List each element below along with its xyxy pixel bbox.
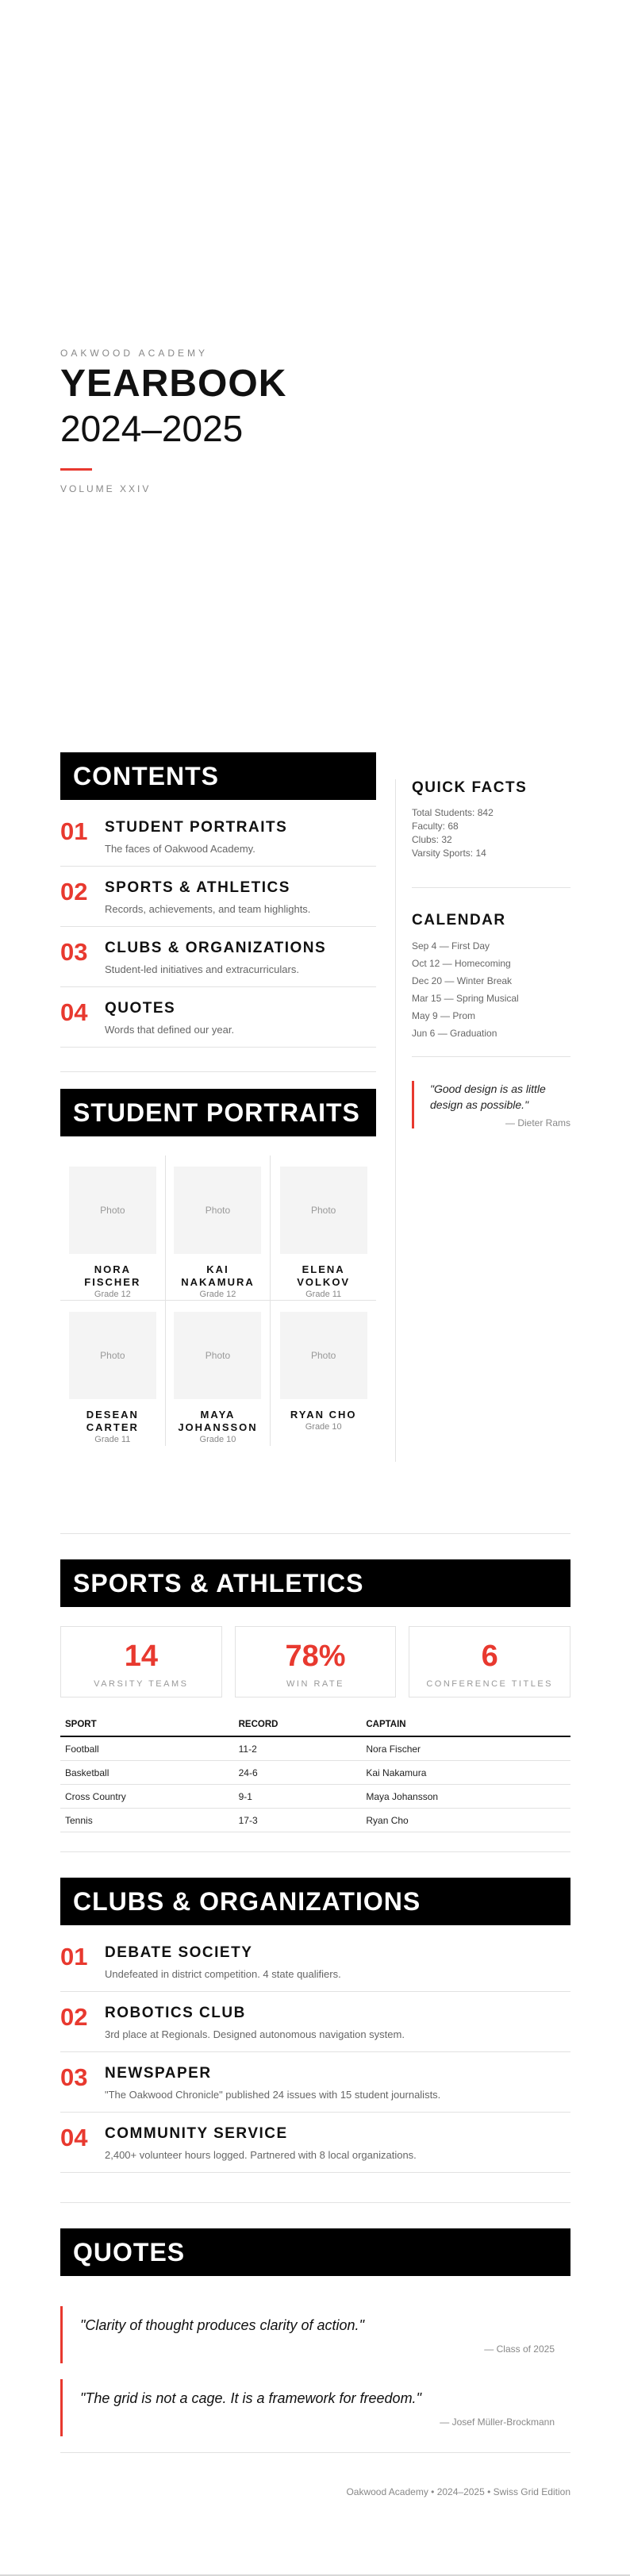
student-grade: Grade 11 bbox=[305, 1290, 342, 1299]
divider bbox=[412, 887, 570, 888]
club-title: DEBATE SOCIETY bbox=[105, 1944, 253, 1961]
clubs-heading: CLUBS & ORGANIZATIONS bbox=[60, 1878, 570, 1925]
contents-title: STUDENT PORTRAITS bbox=[105, 819, 288, 836]
stat-label: CONFERENCE TITLES bbox=[426, 1679, 553, 1689]
club-item bbox=[60, 1932, 570, 1992]
contents-list bbox=[60, 806, 376, 1048]
portrait-card[interactable] bbox=[166, 1155, 271, 1301]
contents-item[interactable] bbox=[60, 927, 376, 987]
table-cell: 9-1 bbox=[234, 1785, 362, 1809]
column-header: CAPTAIN bbox=[361, 1713, 570, 1736]
calendar-item: Sep 4 — First Day bbox=[412, 940, 490, 952]
table-cell: 24-6 bbox=[234, 1761, 362, 1785]
club-title: COMMUNITY SERVICE bbox=[105, 2125, 288, 2142]
contents-item[interactable] bbox=[60, 987, 376, 1048]
photo-placeholder: Photo bbox=[174, 1312, 261, 1399]
table-cell: Maya Johansson bbox=[361, 1785, 570, 1809]
clubs-list bbox=[60, 1932, 570, 2173]
stat-card bbox=[409, 1626, 570, 1697]
photo-placeholder: Photo bbox=[280, 1167, 367, 1254]
student-grade: Grade 10 bbox=[305, 1422, 342, 1432]
table-cell: Ryan Cho bbox=[361, 1809, 570, 1832]
stat-value: 78% bbox=[285, 1640, 346, 1673]
photo-placeholder: Photo bbox=[69, 1167, 156, 1254]
club-item bbox=[60, 1992, 570, 2052]
student-name: DESEAN CARTER bbox=[86, 1409, 139, 1433]
contents-title: QUOTES bbox=[105, 1000, 176, 1017]
student-grade: Grade 12 bbox=[94, 1290, 131, 1299]
column-header: RECORD bbox=[234, 1713, 362, 1736]
student-grade: Grade 11 bbox=[94, 1435, 131, 1444]
student-grade: Grade 10 bbox=[199, 1435, 236, 1444]
fact-item: Varsity Sports: 14 bbox=[412, 848, 486, 859]
calendar-heading: CALENDAR bbox=[412, 912, 506, 929]
divider bbox=[60, 2202, 570, 2203]
table-cell: Cross Country bbox=[60, 1785, 234, 1809]
portrait-grid bbox=[60, 1155, 376, 1446]
club-description: 2,400+ volunteer hours logged. Partnered with 8 local organizations. bbox=[105, 2149, 417, 2161]
sidebar-quote-text: "Good design is as little design as possible." bbox=[430, 1082, 546, 1111]
fact-item: Total Students: 842 bbox=[412, 807, 494, 818]
student-name: KAI NAKAMURA bbox=[181, 1263, 255, 1288]
yearbook-year: 2024–2025 bbox=[60, 408, 244, 449]
portrait-card[interactable] bbox=[166, 1301, 271, 1446]
divider bbox=[60, 1071, 376, 1072]
table-row bbox=[60, 1761, 570, 1785]
quote-text: "Clarity of thought produces clarity of action." bbox=[80, 2317, 364, 2333]
club-description: "The Oakwood Chronicle" published 24 issues with 15 student journalists. bbox=[105, 2089, 441, 2101]
calendar-item: Jun 6 — Graduation bbox=[412, 1028, 497, 1039]
student-grade: Grade 12 bbox=[199, 1290, 236, 1299]
calendar-item: May 9 — Prom bbox=[412, 1010, 476, 1021]
divider bbox=[412, 1056, 570, 1057]
divider bbox=[60, 1851, 570, 1852]
calendar-item: Oct 12 — Homecoming bbox=[412, 958, 511, 969]
club-description: 3rd place at Regionals. Designed autonomous navigation system. bbox=[105, 2028, 405, 2040]
stat-value: 6 bbox=[481, 1640, 498, 1673]
contents-description: Words that defined our year. bbox=[105, 1024, 235, 1036]
portrait-card[interactable] bbox=[60, 1155, 166, 1301]
contents-description: The faces of Oakwood Academy. bbox=[105, 843, 255, 855]
sports-section bbox=[60, 1559, 570, 1832]
table-row bbox=[60, 1809, 570, 1832]
contents-number: 01 bbox=[60, 817, 88, 845]
stat-label: VARSITY TEAMS bbox=[94, 1679, 189, 1689]
quote-author: — Josef Müller-Brockmann bbox=[440, 2416, 555, 2428]
photo-placeholder: Photo bbox=[280, 1312, 367, 1399]
table-cell: 17-3 bbox=[234, 1809, 362, 1832]
calendar-item: Dec 20 — Winter Break bbox=[412, 975, 513, 986]
table-cell: 11-2 bbox=[234, 1736, 362, 1761]
club-title: NEWSPAPER bbox=[105, 2065, 212, 2082]
table-cell: Football bbox=[60, 1736, 234, 1761]
portrait-card[interactable] bbox=[271, 1301, 376, 1446]
contents-number: 02 bbox=[60, 878, 88, 905]
student-name: RYAN CHO bbox=[290, 1409, 357, 1421]
table-row bbox=[60, 1736, 570, 1761]
student-name: NORA FISCHER bbox=[84, 1263, 141, 1288]
quote-author: — Class of 2025 bbox=[484, 2343, 555, 2355]
quote-text: "The grid is not a cage. It is a framework for freedom." bbox=[80, 2390, 421, 2406]
quotes-heading: QUOTES bbox=[60, 2228, 570, 2276]
quotes-section bbox=[60, 2228, 570, 2436]
quote-card bbox=[60, 2306, 570, 2363]
sports-table bbox=[60, 1713, 570, 1832]
table-cell: Kai Nakamura bbox=[361, 1761, 570, 1785]
divider bbox=[60, 1533, 570, 1534]
table-cell: Tennis bbox=[60, 1809, 234, 1832]
table-cell: Nora Fischer bbox=[361, 1736, 570, 1761]
photo-placeholder: Photo bbox=[69, 1312, 156, 1399]
stat-label: WIN RATE bbox=[286, 1679, 344, 1689]
school-name: OAKWOOD ACADEMY bbox=[60, 348, 209, 359]
sidebar bbox=[395, 779, 570, 1462]
clubs-section bbox=[60, 1878, 570, 2173]
portrait-card[interactable] bbox=[60, 1301, 166, 1446]
quick-facts-list bbox=[412, 806, 570, 860]
club-item bbox=[60, 2113, 570, 2173]
sidebar-quote bbox=[412, 1081, 570, 1128]
stat-value: 14 bbox=[124, 1640, 158, 1673]
contents-number: 03 bbox=[60, 938, 88, 966]
table-row bbox=[60, 1785, 570, 1809]
sports-heading: SPORTS & ATHLETICS bbox=[60, 1559, 570, 1607]
club-number: 01 bbox=[60, 1943, 88, 1970]
club-number: 03 bbox=[60, 2063, 88, 2091]
yearbook-title: YEARBOOK bbox=[60, 363, 287, 405]
stat-card bbox=[235, 1626, 397, 1697]
accent-rule bbox=[60, 468, 92, 471]
contents-heading: CONTENTS bbox=[60, 752, 376, 800]
quick-facts-heading: QUICK FACTS bbox=[412, 779, 528, 796]
contents-title: SPORTS & ATHLETICS bbox=[105, 879, 290, 896]
contents-description: Records, achievements, and team highlights. bbox=[105, 903, 311, 915]
table-header-row bbox=[60, 1713, 570, 1736]
club-number: 04 bbox=[60, 2124, 88, 2151]
student-name: ELENA VOLKOV bbox=[297, 1263, 351, 1288]
contents-description: Student-led initiatives and extracurriculars. bbox=[105, 963, 299, 975]
table-cell: Basketball bbox=[60, 1761, 234, 1785]
stat-card bbox=[60, 1626, 222, 1697]
contents-item[interactable] bbox=[60, 867, 376, 927]
contents-item[interactable] bbox=[60, 806, 376, 867]
cover bbox=[60, 348, 570, 494]
sports-stats bbox=[60, 1626, 570, 1697]
contents-number: 04 bbox=[60, 998, 88, 1026]
club-number: 02 bbox=[60, 2003, 88, 2031]
student-name: MAYA JOHANSSON bbox=[178, 1409, 258, 1433]
fact-item: Clubs: 32 bbox=[412, 834, 452, 845]
club-title: ROBOTICS CLUB bbox=[105, 2005, 246, 2021]
calendar-list bbox=[412, 937, 570, 1042]
portraits-heading: STUDENT PORTRAITS bbox=[60, 1089, 376, 1136]
column-header: SPORT bbox=[60, 1713, 234, 1736]
divider bbox=[60, 2452, 570, 2453]
photo-placeholder: Photo bbox=[174, 1167, 261, 1254]
quote-card bbox=[60, 2379, 570, 2436]
page-footer: Oakwood Academy • 2024–2025 • Swiss Grid Edition bbox=[346, 2486, 570, 2497]
contents-title: CLUBS & ORGANIZATIONS bbox=[105, 940, 327, 956]
sidebar-quote-author: — Dieter Rams bbox=[505, 1117, 570, 1128]
club-item bbox=[60, 2052, 570, 2113]
club-description: Undefeated in district competition. 4 state qualifiers. bbox=[105, 1968, 341, 1980]
fact-item: Faculty: 68 bbox=[412, 821, 459, 832]
portrait-card[interactable] bbox=[271, 1155, 376, 1301]
volume-label: VOLUME XXIV bbox=[60, 483, 152, 494]
portraits-section bbox=[60, 1089, 376, 1446]
contents-section bbox=[60, 752, 376, 1072]
calendar-item: Mar 15 — Spring Musical bbox=[412, 993, 519, 1004]
